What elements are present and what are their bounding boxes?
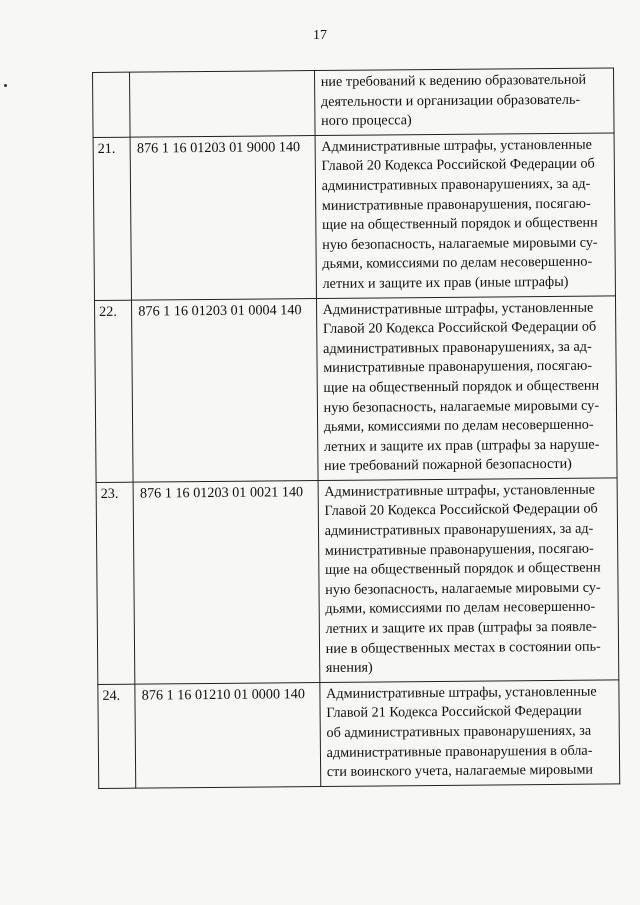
table-row <box>93 133 615 300</box>
description-line: Административные штрафы, установленные <box>321 136 592 155</box>
table-row <box>94 295 617 482</box>
description-line: дьями, комиссиями по делам несовершенно- <box>322 253 593 273</box>
description-line: ние требований к ведению образовательной <box>320 71 587 91</box>
budget-code: 876 1 16 01203 01 9000 140 <box>130 135 316 299</box>
description-line: ние в общественных местах в состоянии опь- <box>325 638 601 657</box>
description-line: министративные правонарушения, посягаю- <box>324 540 594 559</box>
description-line: министративные правонарушения, посягаю- <box>323 357 593 377</box>
description-line: дьями, комиссиями по делам несовершенно- <box>325 599 596 618</box>
description-line: ную безопасность, налагаемые мировыми су- <box>325 579 601 598</box>
description-line: Главой 20 Кодекса Российской Федерации об <box>322 318 597 338</box>
description-line: янения) <box>325 659 373 677</box>
description-line: щие на общественный порядок и общественн <box>321 214 598 234</box>
budget-code: 876 1 16 01210 01 0000 140 <box>135 682 320 788</box>
description-line: административных правонарушениях, за ад- <box>321 175 591 194</box>
description-line: административные правонарушения в обла- <box>326 742 593 761</box>
table-row <box>93 68 615 137</box>
description-line: летних и защите их прав (штрафы за наруше- <box>323 436 600 455</box>
description-line: ние требований пожарной безопасности) <box>324 456 572 475</box>
description-line: министративные правонарушения, посягаю- <box>321 195 591 214</box>
description-line: летних и защите их прав (иные штрафы) <box>322 273 569 292</box>
description-line: Административные штрафы, установленные <box>324 481 595 500</box>
description-line: Главой 20 Кодекса Российской Федерации об <box>321 155 595 175</box>
description-line: сти воинского учета, налагаемые мировыми <box>326 761 594 781</box>
description-line: щие на общественный порядок и общественн <box>324 559 601 579</box>
scan-mark <box>4 84 7 87</box>
budget-code: 876 1 16 01203 01 0004 140 <box>132 298 318 482</box>
description-line: щие на общественный порядок и общественн <box>323 377 600 396</box>
budget-code <box>130 71 315 137</box>
row-number: 21. <box>93 137 132 300</box>
description-line: дьями, комиссиями по делам несовершенно- <box>323 416 594 436</box>
table-row <box>98 680 620 789</box>
income-description <box>315 133 616 298</box>
description-line: об административных правонарушениях, за <box>326 722 592 741</box>
description-line: Главой 21 Кодекса Российской Федерации <box>326 703 582 722</box>
description-line: ного процесса) <box>321 112 412 130</box>
row-number <box>93 72 131 137</box>
description-line: административных правонарушениях, за ад- <box>323 338 592 357</box>
income-description <box>316 295 617 480</box>
table-row <box>96 478 619 684</box>
description-line: ную безопасность, налагаемые мировыми су- <box>323 397 600 416</box>
description-line: ную безопасность, налагаемые мировыми су- <box>322 234 598 253</box>
page-number: 17 <box>313 28 327 43</box>
description-line: Административные штрафы, установленные <box>326 683 597 702</box>
row-number: 23. <box>96 482 135 684</box>
budget-code: 876 1 16 01203 01 0021 140 <box>133 480 319 684</box>
budget-codes-table <box>92 67 620 788</box>
income-description <box>318 478 619 683</box>
description-line: Административные штрафы, установленные <box>322 299 594 318</box>
income-description <box>314 68 614 135</box>
description-line: административных правонарушениях, за ад- <box>324 520 594 540</box>
description-line: летних и защите их прав (штрафы за появле- <box>325 618 597 638</box>
description-line: деятельности и организации образователь- <box>320 91 581 110</box>
description-line: Главой 20 Кодекса Российской Федерации об <box>324 501 598 520</box>
row-number: 22. <box>94 300 133 483</box>
row-number: 24. <box>98 684 136 788</box>
income-description <box>320 680 620 787</box>
